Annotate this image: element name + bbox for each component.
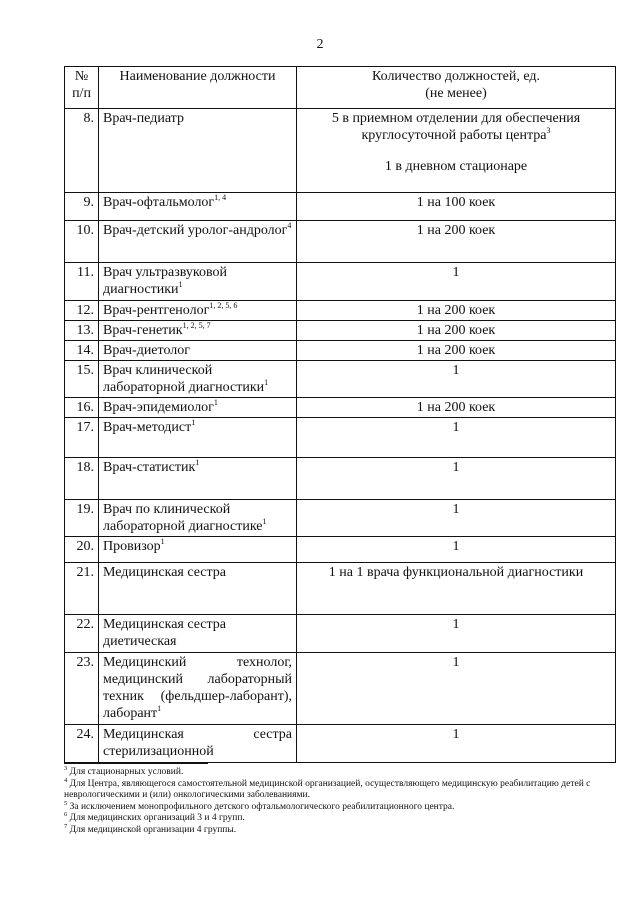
table-row xyxy=(65,458,616,500)
position-label: Медицинская сестра стерилизационной xyxy=(103,727,292,759)
footnote-marker: 3 xyxy=(64,765,68,772)
row-position xyxy=(99,109,297,193)
table-row xyxy=(65,221,616,263)
position-footnote-ref: 1 xyxy=(213,398,218,407)
table-header-row xyxy=(65,67,616,109)
position-footnote-ref: 1, 4 xyxy=(214,193,227,202)
position-label: Врач-офтальмолог xyxy=(103,195,215,210)
row-position xyxy=(99,263,297,301)
position-label: Провизор xyxy=(103,539,161,554)
row-quantity: 1 на 100 коек xyxy=(297,193,616,221)
table-row xyxy=(65,615,616,653)
row-quantity: 1 на 200 коек xyxy=(297,398,616,418)
row-position xyxy=(99,537,297,563)
position-label: Врач-диетолог xyxy=(103,343,191,358)
position-label: Медицинская сестра xyxy=(103,565,227,580)
footnote-text: За исключением монопрофильного детского офтальмологического реабилитационного центра. xyxy=(69,801,455,812)
position-footnote-ref: 1 xyxy=(160,537,165,546)
position-footnote-ref: 1 xyxy=(191,418,196,427)
table-row xyxy=(65,263,616,301)
row-num: 12. xyxy=(65,301,99,321)
table-row xyxy=(65,537,616,563)
quantity-extra-label: 1 в дневном стационаре xyxy=(384,159,528,174)
footnote-text: Для Центра, являющегося самостоятельной медицинской организацией, осуществляющего медицинскую реабилитацию детей с неврологическими и (или) онкологическими заболеваниями. xyxy=(64,778,591,800)
position-label: Медицинский технолог, медицинский лабораторный техник (фельдшер-лаборант), лаборант xyxy=(103,655,292,721)
position-label: Врач-эпидемиолог xyxy=(103,400,214,415)
table-row xyxy=(65,563,616,615)
table-row xyxy=(65,341,616,361)
row-num: 15. xyxy=(65,361,99,398)
position-label: Врач ультразвуковой диагностики xyxy=(103,265,228,297)
row-quantity: 1 xyxy=(297,537,616,563)
footnote-marker: 7 xyxy=(64,822,68,830)
position-label: Врач-статистик xyxy=(103,460,196,475)
row-position xyxy=(99,653,297,725)
row-num: 22. xyxy=(65,615,99,653)
position-label: Врач клинической лабораторной диагностики xyxy=(103,363,265,395)
position-footnote-ref: 1, 2, 5, 6 xyxy=(209,301,238,310)
position-footnote-ref: 4 xyxy=(287,221,292,230)
row-position xyxy=(99,615,297,653)
row-quantity: 1 на 200 коек xyxy=(297,321,616,341)
table-row xyxy=(65,418,616,458)
row-num: 14. xyxy=(65,341,99,361)
row-num: 23. xyxy=(65,653,99,725)
row-num: 13. xyxy=(65,321,99,341)
row-num: 9. xyxy=(65,193,99,221)
row-quantity: 1 xyxy=(297,653,616,725)
table-row xyxy=(65,725,616,763)
row-num: 18. xyxy=(65,458,99,500)
row-position xyxy=(99,500,297,537)
footnote-divider xyxy=(64,763,208,764)
position-label: Врач-методист xyxy=(103,420,192,435)
position-footnote-ref: 1 xyxy=(178,280,183,289)
row-num: 10. xyxy=(65,221,99,263)
row-position xyxy=(99,341,297,361)
row-quantity: 1 на 1 врача функциональной диагностики xyxy=(297,563,616,615)
footnotes xyxy=(64,767,604,836)
row-position xyxy=(99,418,297,458)
header-qty-line2: (не менее) xyxy=(425,86,487,101)
position-label: Врач-рентгенолог xyxy=(103,303,210,318)
table-row xyxy=(65,301,616,321)
footnote xyxy=(64,813,604,825)
row-position xyxy=(99,221,297,263)
row-position xyxy=(99,563,297,615)
row-quantity: 1 xyxy=(297,418,616,458)
table-row xyxy=(65,109,616,193)
position-label: Медицинская сестра диетическая xyxy=(103,617,227,649)
row-quantity: 1 xyxy=(297,458,616,500)
row-position xyxy=(99,725,297,763)
position-label: Врач-педиатр xyxy=(103,111,184,126)
row-position xyxy=(99,361,297,398)
row-position xyxy=(99,193,297,221)
header-num: № п/п xyxy=(65,67,99,109)
row-num: 21. xyxy=(65,563,99,615)
row-quantity: 1 на 200 коек xyxy=(297,221,616,263)
footnote-marker: 5 xyxy=(64,799,68,807)
row-position xyxy=(99,301,297,321)
row-num: 8. xyxy=(65,109,99,193)
position-footnote-ref: 1, 2, 5, 7 xyxy=(182,321,211,330)
table-row xyxy=(65,321,616,341)
row-quantity: 1 на 200 коек xyxy=(297,341,616,361)
footnote xyxy=(64,776,604,802)
row-position xyxy=(99,458,297,500)
row-quantity: 1 на 200 коек xyxy=(297,301,616,321)
position-footnote-ref: 1 xyxy=(264,378,269,387)
position-footnote-ref: 1 xyxy=(262,517,267,526)
table-row xyxy=(65,500,616,537)
header-name: Наименование должности xyxy=(99,67,297,109)
table-row xyxy=(65,398,616,418)
footnote xyxy=(64,799,604,814)
position-label: Врач-детский уролог-андролог xyxy=(103,223,288,238)
footnote-marker: 4 xyxy=(64,776,68,784)
row-num: 11. xyxy=(65,263,99,301)
table-row xyxy=(65,361,616,398)
row-position xyxy=(99,321,297,341)
position-footnote-ref: 1 xyxy=(157,704,162,713)
header-qty-line1: Количество должностей, ед. xyxy=(371,69,540,84)
footnote-text: Для медицинской организации 4 группы. xyxy=(69,824,237,835)
footnote xyxy=(64,822,604,837)
row-quantity: 1 xyxy=(297,361,616,398)
table-row xyxy=(65,653,616,725)
row-quantity: 1 xyxy=(297,263,616,301)
quantity-footnote-ref: 3 xyxy=(546,126,551,135)
row-quantity xyxy=(297,109,616,193)
footnote-marker: 6 xyxy=(64,811,68,818)
row-position xyxy=(99,398,297,418)
footnote xyxy=(64,767,604,779)
row-num: 19. xyxy=(65,500,99,537)
row-num: 16. xyxy=(65,398,99,418)
table-row xyxy=(65,193,616,221)
row-quantity: 1 xyxy=(297,500,616,537)
footnote-text: Для медицинских организаций 3 и 4 групп. xyxy=(69,813,245,823)
position-label: Врач по клинической лабораторной диагностике xyxy=(103,502,263,534)
page-number: 2 xyxy=(316,37,324,52)
staffing-table xyxy=(64,66,616,763)
row-quantity: 1 xyxy=(297,725,616,763)
row-num: 24. xyxy=(65,725,99,763)
row-quantity: 1 xyxy=(297,615,616,653)
header-qty xyxy=(297,67,616,109)
quantity-label: 5 в приемном отделении для обеспечения круглосуточной работы центра xyxy=(331,111,581,143)
row-num: 17. xyxy=(65,418,99,458)
position-footnote-ref: 1 xyxy=(195,458,200,467)
row-num: 20. xyxy=(65,537,99,563)
position-label: Врач-генетик xyxy=(103,323,183,338)
footnote-text: Для стационарных условий. xyxy=(69,767,184,777)
